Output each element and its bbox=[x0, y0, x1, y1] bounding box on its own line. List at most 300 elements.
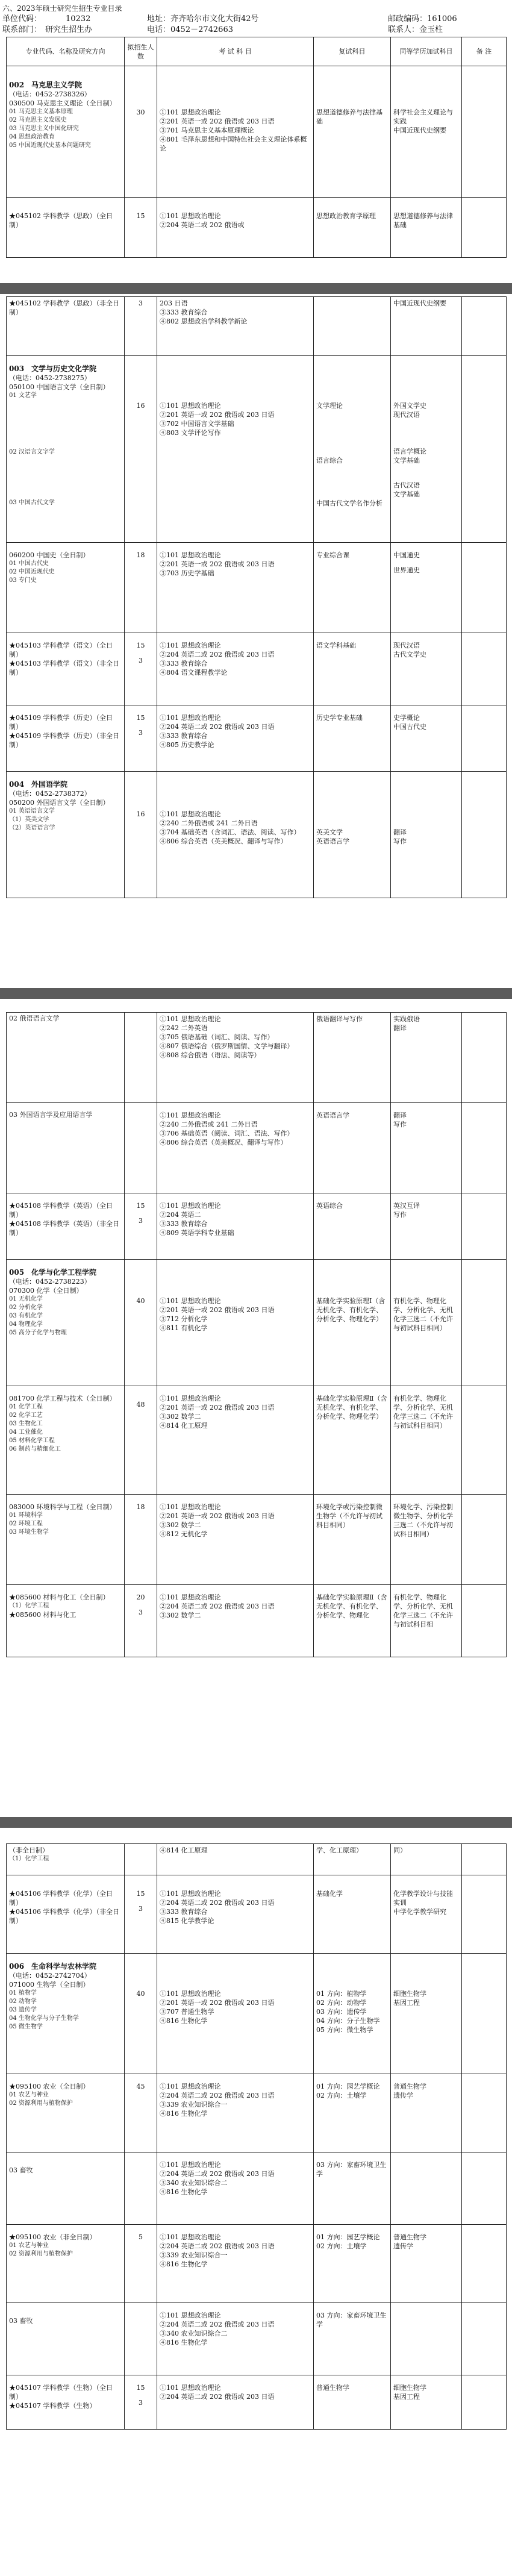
major-name: 081700 化学工程与技术（全日制） bbox=[9, 1395, 116, 1402]
major-name: 050100 中国语言文学（全日制） bbox=[9, 383, 110, 391]
major-name: ★045107 学科教学（生物）（全日制） bbox=[9, 2384, 113, 2401]
direction: 02 马克思主义发展史 bbox=[9, 117, 67, 123]
retest-subject: 思想政治教育学原理 bbox=[316, 212, 376, 220]
extra-subject: 普通生物学 bbox=[393, 2083, 426, 2090]
note-cell bbox=[462, 1260, 507, 1386]
exam-subject: ①101 思想政治理论 bbox=[160, 642, 221, 649]
exam-subject: ④814 化工原理 bbox=[160, 1846, 208, 1854]
exam-subject: ④806 综合英语（英美概况、翻译与写作） bbox=[160, 837, 287, 845]
exam-subject: ③333 教育综合 bbox=[160, 308, 208, 316]
exam-subject: ④814 化工原理 bbox=[160, 1422, 208, 1430]
table-row bbox=[7, 1013, 507, 1103]
extra-subject: 中国通史 bbox=[393, 551, 420, 559]
exam-subject: ①101 思想政治理论 bbox=[160, 2233, 221, 2241]
major-name: ★045103 学科教学（语文）（非全日制） bbox=[9, 660, 119, 677]
extra-subject: 基因工程 bbox=[393, 2393, 420, 2401]
header-exam: 考 试 科 目 bbox=[157, 37, 314, 66]
exam-subject: ③707 普通生物学 bbox=[160, 2008, 214, 2016]
extra-subject: 化学教学设计与技能实训 bbox=[393, 1890, 453, 1907]
unit-code: 10232 bbox=[66, 14, 91, 23]
exam-subject: ②242 二外英语 bbox=[160, 1024, 208, 1032]
exam-subject: ①101 思想政治理论 bbox=[160, 108, 221, 116]
catalog-title: 六、2023年硕士研究生招生专业目录 bbox=[2, 4, 122, 13]
extra-subject: 普通生物学 bbox=[393, 2233, 426, 2241]
table-row bbox=[7, 1875, 507, 1954]
note-cell bbox=[462, 772, 507, 898]
extra-subject: 翻译 bbox=[393, 828, 407, 836]
direction: 01 中国古代史 bbox=[9, 560, 49, 567]
exam-subject: ③302 数学二 bbox=[160, 1521, 201, 1529]
note-cell bbox=[462, 1954, 507, 2074]
exam-subject: ②204 英语二或 202 俄语或 203 日语 bbox=[160, 2393, 275, 2401]
exam-subject: ②240 二外俄语或 241 二外日语 bbox=[160, 1121, 258, 1128]
exam-subject: ②201 英语一或 202 俄语或 203 日语 bbox=[160, 411, 275, 419]
exam-subject: ②204 英语二或 202 俄语或 203 日语 bbox=[160, 2092, 275, 2099]
retest-subject: 01 方向：园艺学概论 bbox=[316, 2083, 380, 2090]
exam-subject: ③705 俄语基础（词汇、阅读、写作） bbox=[160, 1033, 274, 1041]
extra-subject: 文学基础 bbox=[393, 490, 420, 498]
extra-subject: 史学概论 bbox=[393, 714, 420, 722]
retest-subject: 03 方向：家畜环境卫生学 bbox=[316, 2312, 387, 2328]
contact-info-line: 联系部门： 研究生招生办 电话：0452－2742663 联系人：金玉柱 bbox=[2, 25, 443, 34]
enroll-count: 3 bbox=[139, 657, 143, 664]
enroll-count: 15 bbox=[136, 1202, 145, 1210]
table-row bbox=[7, 633, 507, 705]
extra-subject: 中国古代史 bbox=[393, 723, 426, 731]
college-name: 006 生命科学与农林学院 bbox=[9, 1962, 97, 1971]
note-cell bbox=[462, 2303, 507, 2375]
retest-subject: 基础化学实验原理Ⅱ（含无机化学、有机化学、分析化学、物理化 bbox=[316, 1593, 387, 1619]
note-cell bbox=[462, 198, 507, 258]
enroll-count: 16 bbox=[136, 402, 145, 410]
major-name: 060200 中国史（全日制） bbox=[9, 551, 90, 559]
retest-subject: 01 方向：植物学 bbox=[316, 1990, 367, 1998]
enroll-count: 15 bbox=[136, 1890, 145, 1898]
major-name: 070300 化学（全日制） bbox=[9, 1287, 83, 1295]
extra-subject: 现代汉语 bbox=[393, 411, 420, 419]
direction: 03 生物化工 bbox=[9, 1421, 43, 1427]
exam-subject: ③340 农业知识综合二 bbox=[160, 2179, 228, 2187]
direction: 01 植物学 bbox=[9, 1990, 37, 1996]
table-row bbox=[7, 2375, 507, 2430]
extra-subject: 写作 bbox=[393, 1211, 407, 1219]
extra-subject: 写作 bbox=[393, 1121, 407, 1128]
direction: 02 动物学 bbox=[9, 1998, 37, 2005]
note-cell bbox=[462, 633, 507, 705]
retest-subject: 04 方向：分子生物学 bbox=[316, 2017, 380, 2025]
direction: 01 马克思主义基本原理 bbox=[9, 108, 73, 115]
direction: 05 微生物学 bbox=[9, 2024, 43, 2030]
exam-subject: ①101 思想政治理论 bbox=[160, 1890, 221, 1898]
exam-subject: ②204 英语二或 202 俄语或 bbox=[160, 221, 245, 229]
extra-subject: 古代汉语 bbox=[393, 481, 420, 489]
direction: （1）英美文学 bbox=[9, 816, 49, 823]
enroll-count: 3 bbox=[139, 729, 143, 737]
major-name: 083000 环境科学与工程（全日制） bbox=[9, 1503, 116, 1511]
major-name: （非全日制） bbox=[9, 1846, 49, 1854]
extra-subject: 实践俄语 bbox=[393, 1015, 420, 1023]
college-phone: （电话：0452-2742704） bbox=[9, 1972, 91, 1980]
extra-subject: 中国近现代史纲要 bbox=[393, 299, 446, 307]
direction: 03 畜牧 bbox=[9, 2317, 33, 2325]
extra-subject: 翻译 bbox=[393, 1111, 407, 1119]
extra-subject: 世界通史 bbox=[393, 566, 420, 574]
enroll-count: 3 bbox=[139, 1905, 143, 1913]
exam-subject: ③302 数学二 bbox=[160, 1612, 201, 1619]
page-4 bbox=[0, 1843, 512, 2576]
major-name: ★045109 学科教学（历史）（非全日制） bbox=[9, 732, 119, 749]
note-cell bbox=[462, 356, 507, 543]
exam-subject: ②204 英语二或 202 俄语或 203 日语 bbox=[160, 651, 275, 658]
direction: 04 工业催化 bbox=[9, 1429, 43, 1436]
table-row bbox=[7, 2225, 507, 2303]
enroll-count: 18 bbox=[136, 551, 145, 559]
note-cell bbox=[462, 66, 507, 198]
table-row bbox=[7, 2152, 507, 2225]
retest-subject: 英语语言学 bbox=[316, 837, 349, 845]
direction: 03 马克思主义中国化研究 bbox=[9, 125, 79, 132]
direction: 04 思想政治教育 bbox=[9, 134, 55, 140]
retest-subject: 基础化学实验原理Ⅱ（含无机化学、有机化学、分析化学、物理化学） bbox=[316, 1395, 387, 1421]
extra-subject: 有机化学、物理化学、分析化学、无机化学三选二（不允许与初试科目相同） bbox=[393, 1297, 453, 1332]
direction: 02 化学工艺 bbox=[9, 1412, 43, 1419]
direction: 01 农艺与种业 bbox=[9, 2092, 49, 2098]
exam-subject: ①101 思想政治理论 bbox=[160, 2312, 221, 2319]
exam-subject: ③706 基础英语（阅读、词汇、语法、写作） bbox=[160, 1130, 294, 1137]
enroll-count: 15 bbox=[136, 642, 145, 649]
extra-subject: 翻译 bbox=[393, 1024, 407, 1032]
major-name: ★045102 学科教学（思政）（全日制） bbox=[9, 212, 113, 229]
college-phone: （电话：0452-2738372） bbox=[9, 790, 91, 798]
note-cell bbox=[462, 1193, 507, 1260]
retest-subject: 环境化学或污染控制微生物学（不允许与初试科目相同） bbox=[316, 1503, 382, 1529]
exam-subject: ④816 生物化学 bbox=[160, 2260, 208, 2268]
exam-subject: ④812 无机化学 bbox=[160, 1530, 208, 1538]
direction: 01 文艺学 bbox=[9, 392, 37, 399]
exam-subject: ③712 分析化学 bbox=[160, 1315, 208, 1323]
direction: 01 农艺与种业 bbox=[9, 2242, 49, 2249]
exam-subject: ①101 思想政治理论 bbox=[160, 1990, 221, 1998]
exam-subject: ④803 文学评论写作 bbox=[160, 429, 221, 437]
exam-subject: ②204 英语二 bbox=[160, 1211, 201, 1219]
table-row bbox=[7, 772, 507, 898]
college-name: 004 外国语学院 bbox=[9, 780, 68, 789]
extra-subject: 中国近现代史纲要 bbox=[393, 127, 446, 134]
contact-person: 金玉柱 bbox=[419, 25, 443, 34]
enroll-count: 45 bbox=[136, 2083, 145, 2090]
note-cell bbox=[462, 2074, 507, 2152]
retest-subject: 英美文学 bbox=[316, 828, 343, 836]
note-cell bbox=[462, 2375, 507, 2430]
exam-subject: ③701 马克思主义基本原理概论 bbox=[160, 127, 254, 134]
exam-subject: ④809 英语学科专业基础 bbox=[160, 1229, 234, 1237]
exam-subject: ①101 思想政治理论 bbox=[160, 2083, 221, 2090]
college-name: 002 马克思主义学院 bbox=[9, 81, 83, 89]
contact-phone: 0452－2742663 bbox=[170, 25, 233, 34]
direction: 03 专门史 bbox=[9, 577, 37, 584]
direction: 02 资源利用与植物保护 bbox=[9, 2100, 73, 2107]
major-name: ★045107 学科教学（生物） bbox=[9, 2402, 96, 2410]
exam-subject: ③704 基础英语（含词汇、语法、阅读、写作） bbox=[160, 828, 301, 836]
table-row bbox=[7, 543, 507, 633]
table-row bbox=[7, 1495, 507, 1585]
direction: 01 无机化学 bbox=[9, 1296, 43, 1302]
exam-subject: ①101 思想政治理论 bbox=[160, 810, 221, 818]
header-extra: 同等学历加试科目 bbox=[391, 37, 462, 66]
exam-subject: ④806 综合英语（英美概况、翻译与写作） bbox=[160, 1139, 287, 1146]
major-name: ★045102 学科教学（思政）（非全日制） bbox=[9, 299, 119, 316]
retest-subject: 文学理论 bbox=[316, 402, 343, 410]
major-name: ★045108 学科教学（英语）（全日制） bbox=[9, 1202, 113, 1219]
exam-subject: ④804 语文课程教学论 bbox=[160, 669, 228, 677]
exam-subject: ②240 二外俄语或 241 二外日语 bbox=[160, 819, 258, 827]
header-note: 备 注 bbox=[462, 37, 507, 66]
exam-subject: ③339 农业知识综合一 bbox=[160, 2251, 228, 2259]
enroll-count: 18 bbox=[136, 1503, 145, 1511]
exam-subject: ②204 英语二或 202 俄语或 203 日语 bbox=[160, 2242, 275, 2250]
extra-subject: 同） bbox=[393, 1846, 407, 1854]
exam-subject: ④816 生物化学 bbox=[160, 2110, 208, 2118]
direction: 02 汉语言文字学 bbox=[9, 449, 55, 455]
exam-subject: ②201 英语一或 202 俄语或 203 日语 bbox=[160, 1306, 275, 1314]
major-name: ★045106 学科教学（化学）（非全日制） bbox=[9, 1908, 119, 1925]
major-name: ★045109 学科教学（历史）（全日制） bbox=[9, 714, 113, 731]
enroll-count: 3 bbox=[139, 299, 143, 307]
extra-subject: 外国文学史 bbox=[393, 402, 426, 410]
enroll-count: 5 bbox=[139, 2233, 143, 2241]
major-name: ★095100 农业（非全日制） bbox=[9, 2233, 96, 2241]
major-name: ★085600 材料与化工 bbox=[9, 1611, 76, 1619]
exam-subject: ①101 思想政治理论 bbox=[160, 551, 221, 559]
enroll-count: 15 bbox=[136, 714, 145, 722]
exam-subject: ①101 思想政治理论 bbox=[160, 1395, 221, 1402]
exam-subject: ③333 教育综合 bbox=[160, 732, 208, 740]
table-row bbox=[7, 1260, 507, 1386]
enroll-count: 16 bbox=[136, 810, 145, 818]
direction: 02 分析化学 bbox=[9, 1304, 43, 1311]
catalog-table-1 bbox=[6, 37, 507, 258]
direction: 02 中国近现代史 bbox=[9, 569, 55, 575]
college-phone: （电话：0452-2738223） bbox=[9, 1278, 91, 1286]
retest-subject: 语文学科基础 bbox=[316, 642, 356, 649]
note-cell bbox=[462, 543, 507, 633]
page-1 bbox=[0, 0, 512, 277]
catalog-table-3 bbox=[6, 1012, 507, 1657]
table-row bbox=[7, 297, 507, 356]
page-separator bbox=[0, 1817, 512, 1828]
major-name: 071000 生物学（全日制） bbox=[9, 1981, 90, 1989]
exam-subject: ③302 数学二 bbox=[160, 1413, 201, 1421]
exam-subject: ④808 综合俄语（语法、阅读等） bbox=[160, 1051, 261, 1059]
enroll-count: 30 bbox=[136, 108, 145, 116]
post-code: 161006 bbox=[427, 14, 457, 23]
enroll-count: 3 bbox=[139, 1217, 143, 1225]
college-phone: （电话：0452-2738275） bbox=[9, 374, 91, 382]
direction: （2）英语语言学 bbox=[9, 825, 55, 831]
direction: 03 中国古代文学 bbox=[9, 499, 55, 506]
retest-subject: 语言综合 bbox=[316, 457, 343, 464]
retest-subject: 03 方向：家畜环境卫生学 bbox=[316, 2161, 387, 2178]
exam-subject: ④815 化学教学论 bbox=[160, 1917, 214, 1925]
page-2 bbox=[0, 295, 512, 970]
address: 齐齐哈尔市文化大街42号 bbox=[170, 14, 259, 23]
table-row bbox=[7, 198, 507, 258]
enroll-count: 48 bbox=[136, 1401, 145, 1408]
table-row bbox=[7, 1954, 507, 2074]
extra-subject: 文学基础 bbox=[393, 457, 420, 464]
exam-subject: ①101 思想政治理论 bbox=[160, 1503, 221, 1511]
exam-subject: ②204 英语二或 202 俄语或 203 日语 bbox=[160, 2321, 275, 2328]
retest-subject: 专业综合课 bbox=[316, 551, 349, 559]
note-cell bbox=[462, 705, 507, 772]
unit-info-line: 单位代码： 10232 地址：齐齐哈尔市文化大街42号 邮政编码：161006 bbox=[2, 14, 457, 23]
retest-subject: 03 方向：遗传学 bbox=[316, 2008, 367, 2016]
exam-subject: ②204 英语二或 202 俄语或 203 日语 bbox=[160, 2170, 275, 2178]
exam-subject: ③339 农业知识综合一 bbox=[160, 2101, 228, 2109]
exam-subject: ①101 思想政治理论 bbox=[160, 2161, 221, 2169]
note-cell bbox=[462, 2225, 507, 2303]
exam-subject: ③703 历史学基础 bbox=[160, 569, 214, 577]
table-row bbox=[7, 356, 507, 543]
exam-subject: ①101 思想政治理论 bbox=[160, 714, 221, 722]
exam-subject: ①101 思想政治理论 bbox=[160, 1297, 221, 1305]
direction: 05 中国近现代史基本问题研究 bbox=[9, 142, 91, 149]
retest-subject: 02 方向：动物学 bbox=[316, 1999, 367, 2007]
exam-subject: ③333 教育综合 bbox=[160, 1220, 208, 1228]
note-cell bbox=[462, 1495, 507, 1585]
college-phone: （电话：0452-2738326） bbox=[9, 90, 91, 98]
page-3 bbox=[0, 1012, 512, 1801]
retest-subject: 学、化工原理） bbox=[316, 1846, 363, 1854]
major-name: 030500 马克思主义理论（全日制） bbox=[9, 99, 116, 107]
exam-subject: ③333 教育综合 bbox=[160, 1908, 208, 1916]
direction: 04 生物化学与分子生物学 bbox=[9, 2015, 79, 2022]
header-retest: 复试科目 bbox=[314, 37, 391, 66]
retest-subject: 思想道德修养与法律基础 bbox=[316, 108, 382, 125]
note-cell bbox=[462, 1013, 507, 1103]
direction: 06 制药与精细化工 bbox=[9, 1446, 61, 1452]
extra-subject: 思想道德修养与法律基础 bbox=[393, 212, 453, 229]
note-cell bbox=[462, 2152, 507, 2225]
table-row bbox=[7, 2303, 507, 2375]
retest-subject: 英语综合 bbox=[316, 1202, 343, 1210]
direction: 01 化学工程 bbox=[9, 1404, 43, 1410]
exam-subject: ②204 英语二或 202 俄语或 203 日语 bbox=[160, 723, 275, 731]
catalog-table-4 bbox=[6, 1843, 507, 2430]
exam-subject: ①101 思想政治理论 bbox=[160, 402, 221, 410]
exam-subject: ④802 思想政治学科教学新论 bbox=[160, 317, 248, 325]
direction: 03 畜牧 bbox=[9, 2166, 33, 2174]
extra-subject: 基因工程 bbox=[393, 1999, 420, 2007]
retest-subject: 01 方向：园艺学概论 bbox=[316, 2233, 380, 2241]
major-name: ★045108 学科教学（英语）（非全日制） bbox=[9, 1220, 119, 1237]
direction: （1）化学工程 bbox=[9, 1855, 49, 1862]
note-cell bbox=[462, 1386, 507, 1495]
page-separator bbox=[0, 988, 512, 999]
exam-subject: ④816 生物化学 bbox=[160, 2017, 208, 2025]
major-name: ★045103 学科教学（语文）（全日制） bbox=[9, 642, 113, 658]
exam-subject: ④805 历史教学论 bbox=[160, 741, 214, 749]
retest-subject: 历史学专业基础 bbox=[316, 714, 363, 722]
extra-subject: 写作 bbox=[393, 837, 407, 845]
retest-subject: 英语语言学 bbox=[316, 1111, 349, 1119]
direction: 03 遗传学 bbox=[9, 2007, 37, 2013]
enroll-count: 3 bbox=[139, 1608, 143, 1616]
retest-subject: 02 方向：土壤学 bbox=[316, 2242, 367, 2250]
catalog-table-2 bbox=[6, 296, 507, 898]
extra-subject: 中学化学教学研究 bbox=[393, 1908, 446, 1916]
exam-subject: ④801 毛泽东思想和中国特色社会主义理论体系概论 bbox=[160, 136, 307, 152]
exam-subject: ②201 英语一或 202 俄语或 203 日语 bbox=[160, 1999, 275, 2007]
retest-subject: 05 方向：微生物学 bbox=[316, 2026, 373, 2034]
enroll-count: 40 bbox=[136, 1990, 145, 1998]
exam-subject: 203 日语 bbox=[160, 299, 188, 307]
exam-subject: ①101 思想政治理论 bbox=[160, 1015, 221, 1023]
table-row bbox=[7, 1585, 507, 1657]
table-row bbox=[7, 1386, 507, 1495]
direction: 05 材料化学工程 bbox=[9, 1437, 55, 1444]
enroll-count: 20 bbox=[136, 1593, 145, 1601]
note-cell bbox=[462, 1585, 507, 1657]
exam-subject: ②201 英语一或 202 俄语或 203 日语 bbox=[160, 560, 275, 568]
contact-dept: 研究生招生办 bbox=[45, 25, 93, 34]
extra-subject: 有机化学、物理化学、分析化学、无机化学三选二（不允许与初试科目相同） bbox=[393, 1395, 453, 1430]
table-row bbox=[7, 1844, 507, 1875]
college-name: 003 文学与历史文化学院 bbox=[9, 364, 97, 373]
page-separator bbox=[0, 283, 512, 294]
extra-subject: 细胞生物学 bbox=[393, 2384, 426, 2392]
exam-subject: ④816 生物化学 bbox=[160, 2188, 208, 2196]
table-row bbox=[7, 2074, 507, 2152]
extra-subject: 语言学概论 bbox=[393, 448, 426, 455]
extra-subject: 古代文学史 bbox=[393, 651, 426, 658]
direction: 04 物理化学 bbox=[9, 1321, 43, 1328]
note-cell bbox=[462, 1103, 507, 1193]
major-name: ★045106 学科教学（化学）（全日制） bbox=[9, 1890, 113, 1907]
direction: 02 俄语语言文学 bbox=[9, 1014, 60, 1022]
exam-subject: ③340 农业知识综合二 bbox=[160, 2330, 228, 2337]
note-cell bbox=[462, 1875, 507, 1954]
note-cell bbox=[462, 1844, 507, 1875]
direction: 03 外国语言学及应用语言学 bbox=[9, 1111, 93, 1119]
extra-subject: 环境化学、污染控制微生物学、分析化学三选二（不允许与初试科目相同） bbox=[393, 1503, 453, 1538]
major-name: ★095100 农业（全日制） bbox=[9, 2083, 90, 2090]
enroll-count: 15 bbox=[136, 2384, 145, 2392]
exam-subject: ①101 思想政治理论 bbox=[160, 2384, 221, 2392]
enroll-count: 3 bbox=[139, 2399, 143, 2407]
exam-subject: ③333 教育综合 bbox=[160, 660, 208, 667]
direction: 05 高分子化学与物理 bbox=[9, 1330, 67, 1336]
extra-subject: 英汉互译 bbox=[393, 1202, 420, 1210]
retest-subject: 基础化学 bbox=[316, 1890, 343, 1898]
extra-subject: 有机化学、物理化学、分析化学、无机化学三选二（不允许与初试科目相 bbox=[393, 1593, 453, 1628]
extra-subject: 遗传学 bbox=[393, 2242, 413, 2250]
header-major: 专业代码、名称及研究方向 bbox=[7, 37, 125, 66]
direction: 03 有机化学 bbox=[9, 1313, 43, 1319]
direction: 02 资源利用与植物保护 bbox=[9, 2251, 73, 2257]
exam-subject: ②201 英语一或 202 俄语或 203 日语 bbox=[160, 1404, 275, 1411]
exam-subject: ④807 俄语综合（俄罗斯国情、文学与翻译） bbox=[160, 1042, 294, 1050]
header-count: 拟招生人数 bbox=[125, 37, 157, 66]
direction: 02 环境工程 bbox=[9, 1521, 43, 1527]
table-row bbox=[7, 705, 507, 772]
enroll-count: 40 bbox=[136, 1297, 145, 1305]
exam-subject: ①101 思想政治理论 bbox=[160, 1202, 221, 1210]
extra-subject: 现代汉语 bbox=[393, 642, 420, 649]
exam-subject: ②201 英语一或 202 俄语或 203 日语 bbox=[160, 1512, 275, 1520]
table-row bbox=[7, 66, 507, 198]
direction: 03 环境生物学 bbox=[9, 1529, 49, 1536]
